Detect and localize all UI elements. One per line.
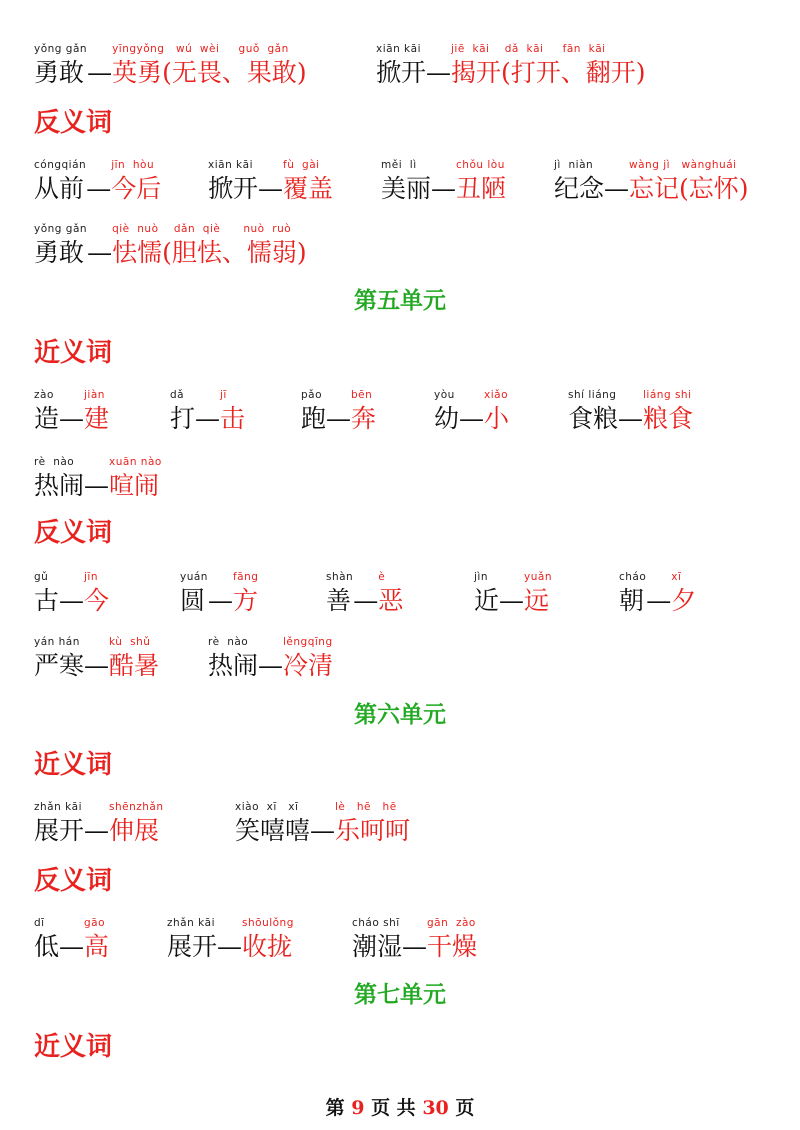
word-pair — [326, 570, 403, 618]
target-text: 干燥 — [427, 932, 478, 961]
word-pair — [167, 916, 294, 964]
target-word — [378, 570, 403, 618]
word-pair — [235, 800, 410, 848]
dash-text: — — [87, 58, 113, 87]
target-word — [109, 800, 164, 848]
footer-prefix: 第 — [325, 1097, 352, 1119]
target-pinyin: chǒu lòu — [456, 159, 505, 171]
footer-suffix: 页 — [448, 1097, 475, 1119]
word-row — [0, 916, 800, 966]
source-word — [34, 570, 59, 618]
source-pinyin: cháo — [619, 571, 647, 583]
dash-text: — — [217, 932, 243, 961]
dash-text: — — [258, 174, 284, 203]
target-text: 酷暑 — [109, 651, 160, 680]
dash-spacer — [208, 570, 233, 584]
word-row — [0, 222, 800, 272]
dash-spacer — [84, 455, 109, 469]
target-pinyin: xī — [671, 571, 682, 583]
dash-spacer — [426, 42, 451, 56]
word-pair — [208, 635, 333, 683]
target-word — [629, 158, 749, 206]
source-pinyin: yòu — [434, 389, 455, 401]
dash-separator — [208, 570, 233, 618]
section-heading: 反义词 — [34, 866, 113, 896]
source-pinyin: xiào xī xī — [235, 801, 299, 813]
footer-total-pages: 30 — [422, 1097, 449, 1119]
target-text: 击 — [220, 404, 246, 433]
source-text: 掀开 — [208, 174, 259, 203]
unit-title: 第七单元 — [354, 981, 446, 1008]
target-pinyin: liáng shi — [643, 389, 692, 401]
target-text: 乐呵呵 — [335, 816, 411, 845]
source-text: 从前 — [34, 174, 85, 203]
source-text: 圆 — [180, 586, 206, 615]
dash-spacer — [86, 158, 111, 172]
section-heading: 近义词 — [34, 1032, 113, 1062]
dash-text: — — [59, 932, 85, 961]
source-pinyin: yuán — [180, 571, 208, 583]
source-pinyin: měi lì — [381, 159, 417, 171]
target-text: 夕 — [671, 586, 697, 615]
dash-separator — [84, 455, 109, 503]
target-word — [451, 42, 646, 90]
word-row — [0, 388, 800, 438]
source-pinyin: yǒng gǎn — [34, 43, 88, 55]
target-word — [84, 388, 109, 436]
dash-separator — [59, 570, 84, 618]
dash-text: — — [431, 174, 457, 203]
source-text: 热闹 — [208, 651, 259, 680]
target-pinyin: è — [378, 571, 386, 583]
word-pair — [170, 388, 245, 436]
word-pair — [568, 388, 693, 436]
target-text: 收拢 — [242, 932, 293, 961]
target-pinyin: fù gài — [283, 159, 320, 171]
target-text: 远 — [524, 586, 550, 615]
dash-separator — [258, 635, 283, 683]
target-word — [111, 158, 161, 206]
dash-text: — — [84, 471, 110, 500]
source-pinyin: dǎ — [170, 389, 185, 401]
dash-spacer — [604, 158, 629, 172]
target-word — [335, 800, 410, 848]
source-pinyin: yǒng gǎn — [34, 223, 88, 235]
target-text: 覆盖 — [283, 174, 334, 203]
dash-spacer — [618, 388, 643, 402]
dash-text: — — [84, 651, 110, 680]
target-pinyin: yīngyǒng wú wèi guǒ gǎn — [112, 43, 289, 55]
target-text: 恶 — [378, 586, 404, 615]
target-pinyin: yuǎn — [524, 571, 552, 583]
dash-spacer — [258, 635, 283, 649]
source-pinyin: jìn — [474, 571, 488, 583]
dash-spacer — [326, 388, 351, 402]
word-pair — [34, 455, 162, 503]
source-word — [170, 388, 195, 436]
dash-spacer — [59, 388, 84, 402]
dash-spacer — [310, 800, 335, 814]
word-pair — [34, 158, 161, 206]
target-pinyin: gāo — [84, 917, 106, 929]
source-text: 勇敢 — [34, 238, 85, 267]
source-text: 展开 — [167, 932, 218, 961]
dash-text: — — [310, 816, 336, 845]
target-text: 高 — [84, 932, 110, 961]
dash-text: — — [59, 404, 85, 433]
dash-separator — [499, 570, 524, 618]
source-text: 潮湿 — [352, 932, 403, 961]
dash-spacer — [87, 222, 112, 236]
target-word — [283, 158, 333, 206]
dash-text: — — [87, 238, 113, 267]
dash-separator — [86, 158, 111, 206]
word-row — [0, 635, 800, 685]
dash-separator — [59, 916, 84, 964]
dash-text: — — [426, 58, 452, 87]
target-word — [524, 570, 552, 618]
source-text: 幼 — [434, 404, 460, 433]
dash-text: — — [86, 174, 112, 203]
dash-text: — — [604, 174, 630, 203]
source-pinyin: cóngqián — [34, 159, 87, 171]
target-pinyin: shēnzhǎn — [109, 801, 164, 813]
dash-separator — [326, 388, 351, 436]
dash-separator — [59, 388, 84, 436]
dash-text: — — [195, 404, 221, 433]
source-word — [301, 388, 326, 436]
source-text: 纪念 — [554, 174, 605, 203]
dash-separator — [310, 800, 335, 848]
target-pinyin: jīn — [84, 571, 99, 583]
dash-spacer — [84, 635, 109, 649]
source-word — [208, 158, 258, 206]
source-text: 跑 — [301, 404, 327, 433]
source-pinyin: gǔ — [34, 571, 49, 583]
source-text: 勇敢 — [34, 58, 85, 87]
source-text: 打 — [170, 404, 196, 433]
dash-spacer — [84, 800, 109, 814]
target-word — [84, 916, 109, 964]
target-text: 今 — [84, 586, 110, 615]
dash-spacer — [459, 388, 484, 402]
word-row — [0, 455, 800, 505]
target-text: 忘记(忘怀) — [629, 174, 749, 203]
source-text: 近 — [474, 586, 500, 615]
word-pair — [34, 222, 307, 270]
target-text: 小 — [484, 404, 510, 433]
source-text: 展开 — [34, 816, 85, 845]
page-footer — [0, 1095, 800, 1121]
dash-text: — — [402, 932, 428, 961]
target-text: 今后 — [111, 174, 162, 203]
target-text: 粮食 — [643, 404, 694, 433]
source-pinyin: rè nào — [208, 636, 249, 648]
target-word — [112, 42, 307, 90]
target-pinyin: jīn hòu — [111, 159, 155, 171]
source-word — [34, 635, 84, 683]
source-word — [326, 570, 353, 618]
target-pinyin: xuān nào — [109, 456, 162, 468]
source-word — [34, 800, 84, 848]
dash-text: — — [84, 816, 110, 845]
target-pinyin: lěngqīng — [283, 636, 333, 648]
dash-spacer — [499, 570, 524, 584]
word-pair — [554, 158, 749, 206]
source-pinyin: dī — [34, 917, 45, 929]
word-pair — [352, 916, 477, 964]
source-word — [434, 388, 459, 436]
dash-separator — [459, 388, 484, 436]
target-word — [351, 388, 376, 436]
dash-separator — [618, 388, 643, 436]
footer-middle: 页 共 — [364, 1097, 423, 1119]
target-pinyin: shōulǒng — [242, 917, 294, 929]
target-pinyin: jiàn — [84, 389, 105, 401]
dash-spacer — [59, 916, 84, 930]
dash-text: — — [646, 586, 672, 615]
source-word — [235, 800, 310, 848]
source-text: 朝 — [619, 586, 645, 615]
target-word — [456, 158, 506, 206]
section-heading: 反义词 — [34, 108, 113, 138]
word-row — [0, 158, 800, 208]
target-text: 伸展 — [109, 816, 160, 845]
source-word — [352, 916, 402, 964]
source-pinyin: shàn — [326, 571, 354, 583]
section-heading: 近义词 — [34, 750, 113, 780]
dash-text: — — [618, 404, 644, 433]
source-word — [34, 388, 59, 436]
target-pinyin: kù shǔ — [109, 636, 151, 648]
dash-text: — — [207, 586, 233, 615]
source-word — [474, 570, 499, 618]
target-pinyin: jī — [220, 389, 227, 401]
source-pinyin: cháo shī — [352, 917, 400, 929]
word-pair — [381, 158, 506, 206]
dash-separator — [195, 388, 220, 436]
dash-separator — [217, 916, 242, 964]
word-pair — [34, 42, 307, 90]
source-word — [180, 570, 208, 618]
target-text: 揭开(打开、翻开) — [451, 58, 646, 87]
source-word — [568, 388, 618, 436]
target-pinyin: fāng — [232, 571, 259, 583]
target-word — [643, 388, 693, 436]
target-pinyin: wàng jì wànghuái — [629, 159, 737, 171]
source-text: 低 — [34, 932, 60, 961]
source-pinyin: xiān kāi — [208, 159, 253, 171]
target-pinyin: lè hē hē — [335, 801, 397, 813]
source-word — [167, 916, 217, 964]
source-word — [619, 570, 646, 618]
dash-text: — — [258, 651, 284, 680]
unit-title: 第五单元 — [354, 287, 446, 314]
dash-separator — [431, 158, 456, 206]
dash-text: — — [59, 586, 85, 615]
dash-separator — [87, 222, 112, 270]
source-pinyin: rè nào — [34, 456, 75, 468]
target-word — [220, 388, 245, 436]
word-pair — [208, 158, 333, 206]
target-word — [84, 570, 109, 618]
target-text: 丑陋 — [456, 174, 507, 203]
source-pinyin: zhǎn kāi — [34, 801, 83, 813]
source-word — [381, 158, 431, 206]
target-pinyin: bēn — [351, 389, 373, 401]
dash-separator — [87, 42, 112, 90]
word-pair — [376, 42, 646, 90]
source-text: 善 — [326, 586, 352, 615]
word-pair — [474, 570, 552, 618]
target-text: 英勇(无畏、果敢) — [112, 58, 307, 87]
source-text: 热闹 — [34, 471, 85, 500]
source-text: 美丽 — [381, 174, 432, 203]
source-pinyin: pǎo — [301, 389, 323, 401]
target-pinyin: xiǎo — [484, 389, 509, 401]
source-text: 古 — [34, 586, 60, 615]
target-text: 建 — [84, 404, 110, 433]
target-word — [242, 916, 294, 964]
footer-page-number: 9 — [351, 1097, 365, 1119]
target-pinyin: qiè nuò dǎn qiè nuò ruò — [112, 223, 292, 235]
word-pair — [34, 635, 159, 683]
word-pair — [434, 388, 509, 436]
target-pinyin: jiē kāi dǎ kāi fān kāi — [451, 43, 606, 55]
source-pinyin: zhǎn kāi — [167, 917, 216, 929]
dash-spacer — [431, 158, 456, 172]
dash-separator — [353, 570, 378, 618]
source-pinyin: zào — [34, 389, 54, 401]
dash-spacer — [195, 388, 220, 402]
source-text: 造 — [34, 404, 60, 433]
dash-separator — [402, 916, 427, 964]
target-word — [283, 635, 333, 683]
dash-spacer — [646, 570, 671, 584]
source-word — [34, 42, 87, 90]
source-text: 食粮 — [568, 404, 619, 433]
source-word — [34, 455, 84, 503]
dash-text: — — [326, 404, 352, 433]
word-pair — [34, 570, 109, 618]
dash-spacer — [217, 916, 242, 930]
source-word — [34, 158, 86, 206]
dash-text: — — [499, 586, 525, 615]
section-heading: 反义词 — [34, 518, 113, 548]
dash-spacer — [59, 570, 84, 584]
section-heading: 近义词 — [34, 338, 113, 368]
dash-separator — [84, 800, 109, 848]
target-word — [109, 455, 162, 503]
dash-text: — — [353, 586, 379, 615]
unit-title: 第六单元 — [354, 701, 446, 728]
source-pinyin: yán hán — [34, 636, 80, 648]
source-text: 严寒 — [34, 651, 85, 680]
source-word — [554, 158, 604, 206]
word-pair — [180, 570, 258, 618]
target-word — [484, 388, 509, 436]
source-pinyin: xiān kāi — [376, 43, 421, 55]
dash-spacer — [87, 42, 112, 56]
target-pinyin: gān zào — [427, 917, 476, 929]
source-pinyin: jì niàn — [554, 159, 594, 171]
target-text: 怯懦(胆怯、懦弱) — [112, 238, 307, 267]
dash-text: — — [459, 404, 485, 433]
target-text: 喧闹 — [109, 471, 160, 500]
target-word — [233, 570, 258, 618]
dash-spacer — [402, 916, 427, 930]
target-word — [671, 570, 696, 618]
source-word — [208, 635, 258, 683]
word-pair — [619, 570, 696, 618]
dash-separator — [646, 570, 671, 618]
dash-separator — [426, 42, 451, 90]
target-text: 冷清 — [283, 651, 334, 680]
word-pair — [34, 916, 109, 964]
source-word — [34, 916, 59, 964]
dash-spacer — [258, 158, 283, 172]
source-text: 掀开 — [376, 58, 427, 87]
dash-separator — [84, 635, 109, 683]
word-pair — [301, 388, 376, 436]
source-word — [376, 42, 426, 90]
target-word — [109, 635, 159, 683]
dash-spacer — [353, 570, 378, 584]
source-pinyin: shí liáng — [568, 389, 617, 401]
word-row — [0, 42, 800, 92]
target-text: 方 — [232, 586, 258, 615]
source-word — [34, 222, 87, 270]
target-word — [112, 222, 307, 270]
word-pair — [34, 388, 109, 436]
dash-separator — [604, 158, 629, 206]
word-row — [0, 570, 800, 620]
word-row — [0, 800, 800, 850]
source-text: 笑嘻嘻 — [235, 816, 311, 845]
word-pair — [34, 800, 164, 848]
target-text: 奔 — [351, 404, 377, 433]
dash-separator — [258, 158, 283, 206]
target-word — [427, 916, 477, 964]
